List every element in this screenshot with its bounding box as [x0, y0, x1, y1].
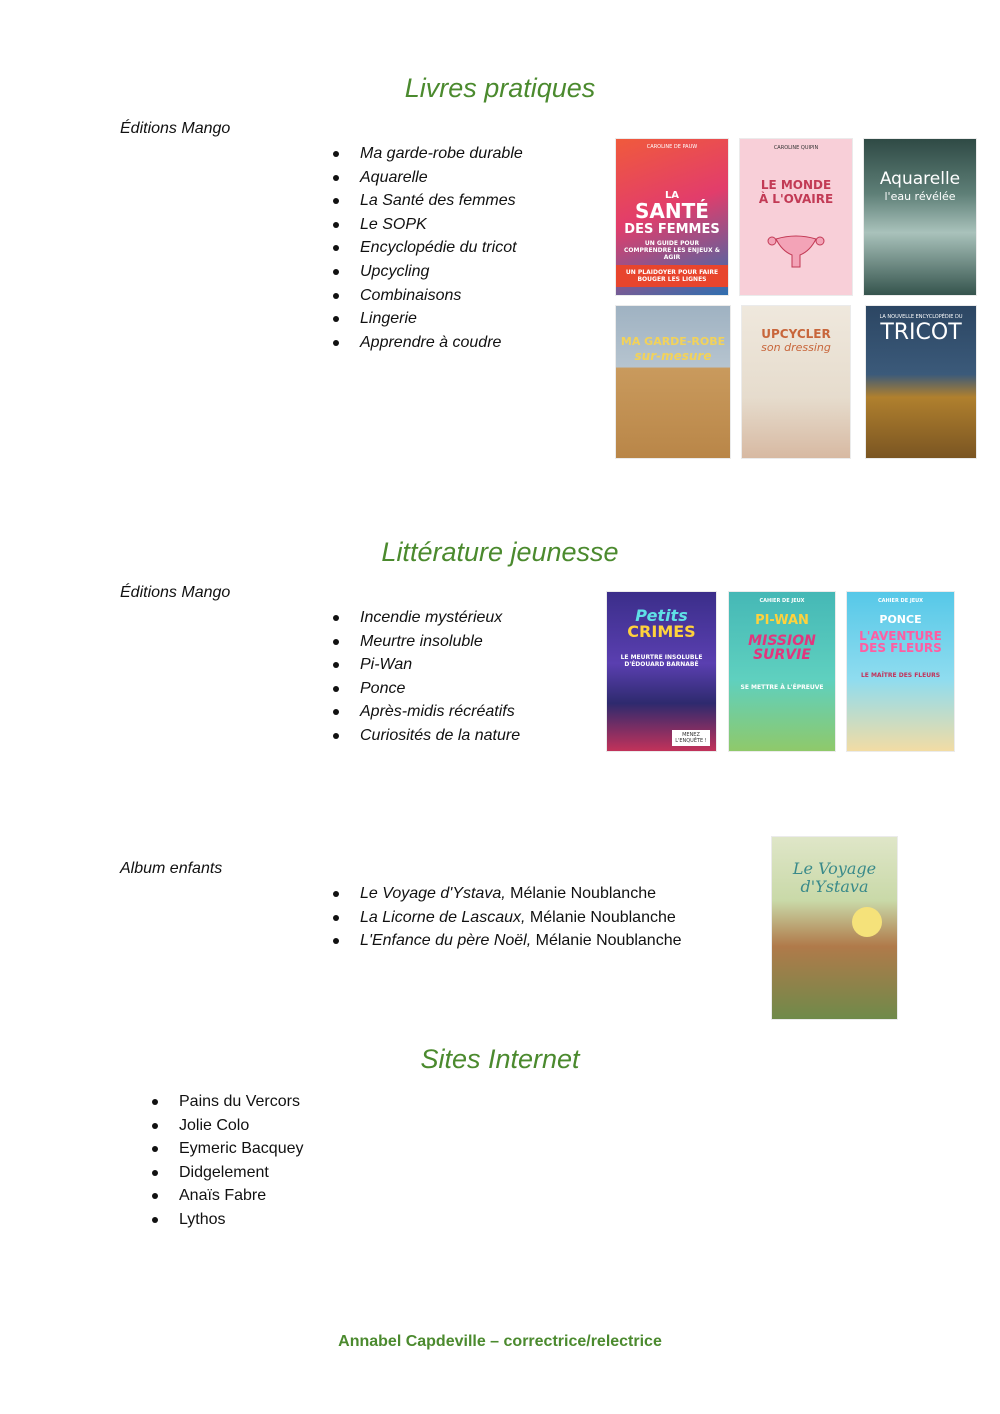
cover-badge: MENEZ L'ENQUÊTE ! — [672, 730, 710, 746]
album-label: Album enfants — [120, 860, 223, 877]
section-title-livres-pratiques: Livres pratiques — [404, 73, 596, 103]
cover-author: CAROLINE DE PAUW — [646, 144, 698, 150]
cover-subtitle: LE MEURTRE INSOLUBLE D'ÉDOUARD BARNABÉ — [620, 654, 703, 669]
cover-title: LA — [664, 190, 680, 201]
cover-title: SANTÉ — [635, 199, 709, 223]
album-list — [330, 882, 682, 953]
uterus-illustration-icon — [766, 231, 826, 271]
book-cover-ma-garde-robe — [616, 306, 730, 458]
book-cover-le-monde-a-lovaire — [740, 139, 852, 295]
list-item: Pi-Wan — [330, 653, 520, 677]
list-item: Combinaisons — [330, 284, 523, 308]
album-author: Mélanie Noublanche — [531, 932, 682, 950]
cover-title: TRICOT — [880, 320, 962, 345]
publisher-label: Éditions Mango — [120, 584, 231, 601]
album-author: Mélanie Noublanche — [505, 885, 656, 902]
album-title: La Licorne de Lascaux, — [360, 908, 526, 926]
cover-title: PONCE — [879, 613, 922, 626]
cover-subtitle: UN GUIDE POUR COMPRENDRE LES ENJEUX & AGIR — [623, 240, 720, 262]
cover-title: PI-WAN — [755, 613, 809, 628]
cover-title: L'AVENTURE DES FLEURS — [859, 629, 942, 655]
list-item: Anaïs Fabre — [149, 1184, 304, 1208]
book-cover-pi-wan — [729, 592, 835, 751]
list-item: Ponce — [330, 677, 520, 701]
book-cover-aquarelle — [864, 139, 976, 295]
list-item: Incendie mystérieux — [330, 606, 520, 630]
list-item: Upcycling — [330, 260, 523, 284]
footer-signature: Annabel Capdeville – correctrice/relectrice — [338, 1333, 662, 1350]
list-item: Après-midis récréatifs — [330, 700, 520, 724]
list-item: Lythos — [149, 1208, 304, 1232]
cover-top: CAHIER DE JEUX — [759, 598, 805, 604]
cover-subtitle: son dressing — [761, 341, 831, 354]
section-title-sites-internet: Sites Internet — [420, 1044, 580, 1074]
cover-title: DES FEMMES — [624, 222, 720, 237]
list-item: Apprendre à coudre — [330, 331, 523, 355]
list-item: Jolie Colo — [149, 1114, 304, 1138]
cover-title: LA NOUVELLE ENCYCLOPÉDIE DU — [879, 314, 963, 320]
cover-subtitle: l'eau révélée — [884, 190, 956, 203]
book-cover-upcycler — [742, 306, 850, 458]
cover-title: d'Ystava — [800, 877, 869, 896]
cover-title: UPCYCLER — [761, 327, 831, 341]
youth-books-list — [330, 606, 520, 748]
cover-title: MA GARDE-ROBE — [620, 335, 726, 348]
cover-title: MISSION SURVIE — [748, 633, 816, 663]
list-item — [330, 882, 682, 906]
publisher-label: Éditions Mango — [120, 120, 231, 137]
list-item: Ma garde-robe durable — [330, 142, 523, 166]
book-cover-tricot — [866, 306, 976, 458]
list-item: Didgelement — [149, 1161, 304, 1185]
album-title: L'Enfance du père Noël, — [360, 932, 532, 950]
sun-icon — [852, 907, 882, 937]
cover-subtitle: sur-mesure — [634, 349, 712, 363]
list-item: Aquarelle — [330, 166, 523, 190]
cover-title: LE MONDE — [760, 178, 832, 192]
cover-title: CRIMES — [627, 622, 696, 641]
book-cover-sante-des-femmes — [616, 139, 728, 295]
list-item — [330, 906, 682, 930]
list-item: Eymeric Bacquey — [149, 1137, 304, 1161]
book-cover-petits-crimes — [607, 592, 716, 751]
list-item: Encyclopédie du tricot — [330, 236, 523, 260]
list-item — [330, 929, 682, 953]
list-item: Lingerie — [330, 307, 523, 331]
cover-subtitle: LE MAÎTRE DES FLEURS — [860, 672, 941, 679]
cover-title: À L'OVAIRE — [758, 192, 834, 206]
book-cover-voyage-dystava — [772, 837, 897, 1019]
book-cover-ponce — [847, 592, 954, 751]
list-item: Le SOPK — [330, 213, 523, 237]
cover-band: UN PLAIDOYER POUR FAIRE BOUGER LES LIGNES — [616, 265, 728, 287]
list-item: Meurtre insoluble — [330, 630, 520, 654]
list-item: Pains du Vercors — [149, 1090, 304, 1114]
websites-list — [149, 1090, 304, 1232]
cover-author: CAROLINE QUIPIN — [773, 145, 819, 151]
section-title-litterature-jeunesse: Littérature jeunesse — [381, 537, 619, 567]
album-author: Mélanie Noublanche — [525, 908, 676, 926]
cover-subtitle: SE METTRE À L'ÉPREUVE — [740, 684, 824, 691]
album-title: Le Voyage d'Ystava, — [360, 885, 506, 902]
cover-title: Petits — [635, 606, 688, 625]
practical-books-list — [330, 142, 523, 354]
list-item: La Santé des femmes — [330, 189, 523, 213]
list-item: Curiosités de la nature — [330, 724, 520, 748]
cover-title: Aquarelle — [879, 169, 961, 189]
cover-top: CAHIER DE JEUX — [877, 598, 924, 604]
cover-title: Le Voyage — [792, 859, 877, 878]
